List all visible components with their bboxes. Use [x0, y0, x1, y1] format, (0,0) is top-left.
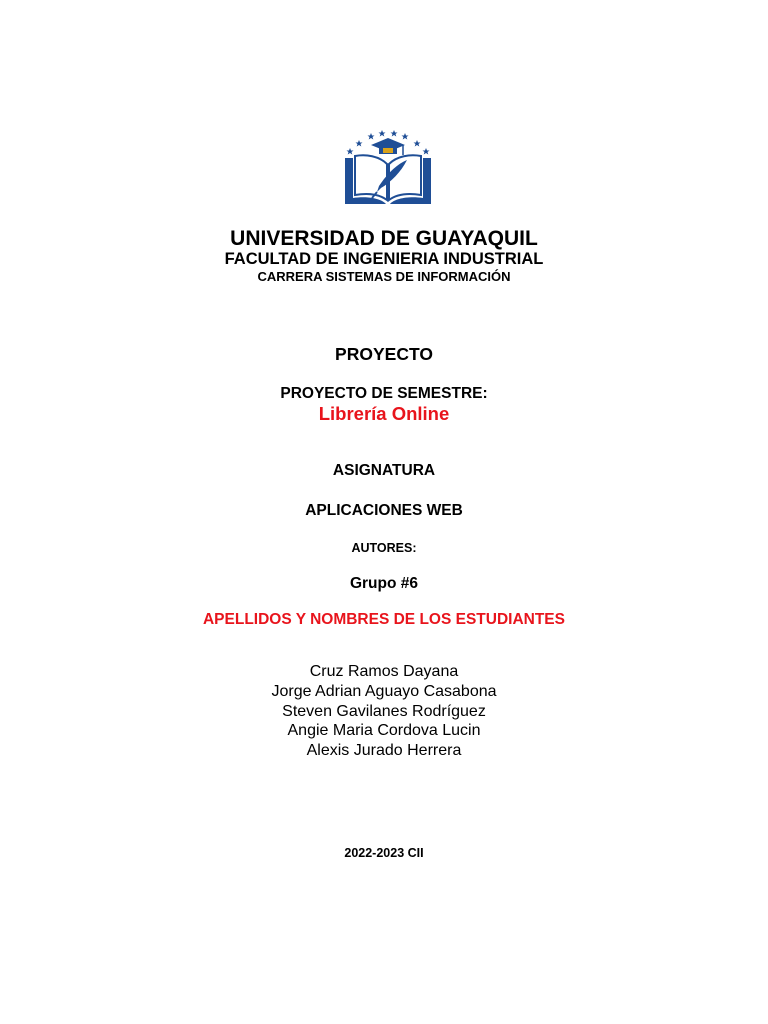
semester-label: PROYECTO DE SEMESTRE: [280, 385, 488, 402]
students-heading: APELLIDOS Y NOMBRES DE LOS ESTUDIANTES [202, 611, 565, 628]
star-icon [379, 130, 386, 137]
career-name: CARRERA SISTEMAS DE INFORMACIÓN [257, 269, 511, 284]
student-name: Jorge Adrian Aguayo Casabona [271, 683, 497, 700]
star-icon [347, 148, 354, 155]
group-name: Grupo #6 [349, 575, 419, 592]
university-name: UNIVERSIDAD DE GUAYAQUIL [230, 227, 538, 250]
star-icon [402, 133, 409, 140]
student-name: Cruz Ramos Dayana [309, 663, 459, 680]
star-icon [356, 140, 363, 147]
academic-period: 2022-2023 CII [344, 846, 424, 860]
star-icon [414, 140, 421, 147]
project-title: Librería Online [318, 403, 450, 424]
student-name: Steven Gavilanes Rodríguez [282, 703, 486, 720]
authors-label: AUTORES: [351, 541, 417, 555]
star-icon [368, 133, 375, 140]
subject-label: ASIGNATURA [332, 462, 436, 479]
faculty-name: FACULTAD DE INGENIERIA INDUSTRIAL [224, 250, 544, 268]
subject-name: APLICACIONES WEB [305, 502, 463, 519]
star-icon [423, 148, 430, 155]
university-seal-icon [341, 128, 435, 206]
student-name: Angie Maria Cordova Lucin [287, 722, 481, 739]
star-icon [391, 130, 398, 137]
student-name: Alexis Jurado Herrera [306, 742, 462, 759]
project-heading: PROYECTO [335, 344, 433, 364]
